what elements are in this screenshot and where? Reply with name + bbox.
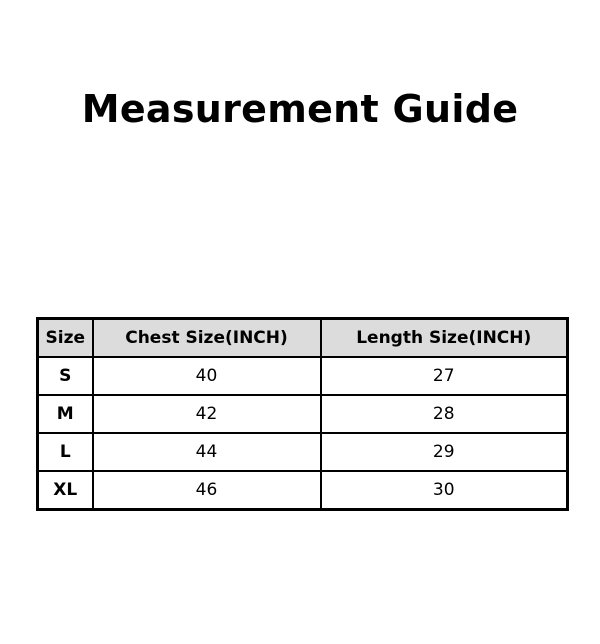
table-row xyxy=(38,471,568,510)
length-cell: 30 xyxy=(321,471,568,510)
table-row xyxy=(38,357,568,395)
size-chart-table xyxy=(36,317,569,511)
size-cell: M xyxy=(38,395,93,433)
length-cell: 27 xyxy=(321,357,568,395)
chest-cell: 44 xyxy=(93,433,321,471)
chest-cell: 46 xyxy=(93,471,321,510)
table-row xyxy=(38,395,568,433)
header-chest-size: Chest Size(INCH) xyxy=(93,319,321,358)
chest-cell: 42 xyxy=(93,395,321,433)
length-cell: 29 xyxy=(321,433,568,471)
page-title: Measurement Guide xyxy=(81,87,519,131)
table-header-row xyxy=(38,319,568,358)
chest-cell: 40 xyxy=(93,357,321,395)
size-cell: XL xyxy=(38,471,93,510)
table-row xyxy=(38,433,568,471)
size-cell: L xyxy=(38,433,93,471)
header-length-size: Length Size(INCH) xyxy=(321,319,568,358)
header-size: Size xyxy=(38,319,93,358)
size-cell: S xyxy=(38,357,93,395)
length-cell: 28 xyxy=(321,395,568,433)
